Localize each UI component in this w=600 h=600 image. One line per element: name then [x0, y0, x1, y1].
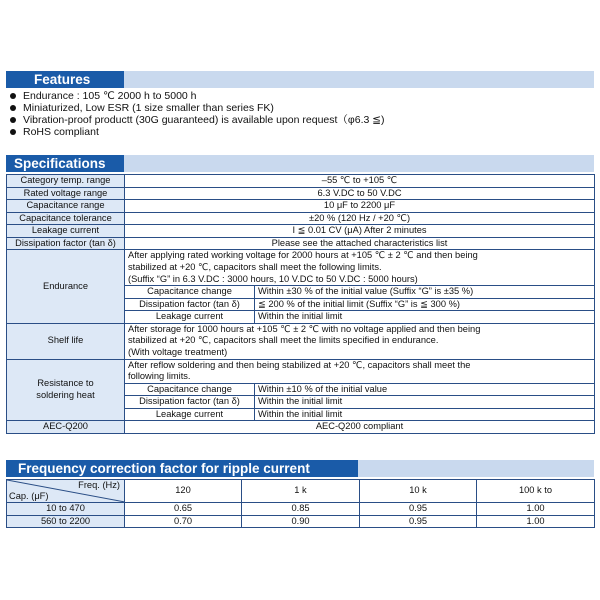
feature-item: Endurance : 105 ℃ 2000 h to 5000 h [8, 90, 385, 102]
table-row [7, 250, 595, 262]
table-row [7, 212, 595, 225]
factor-cell: 0.70 [125, 515, 242, 528]
factor-cell: 0.95 [360, 503, 477, 516]
corner-header-cell [7, 480, 125, 503]
shelf-life-text: (With voltage treatment) [125, 347, 595, 359]
table-row [7, 187, 595, 200]
sub-value: Within the initial limit [255, 396, 595, 409]
features-header [6, 71, 594, 88]
table-row [7, 503, 595, 516]
row-label: Category temp. range [7, 175, 125, 188]
cap-range: 560 to 2200 [7, 515, 125, 528]
table-header-row [7, 480, 595, 503]
row-value: 10 μF to 2200 μF [125, 200, 595, 213]
specifications-heading: Specifications [6, 155, 124, 172]
soldering-text: following limits. [125, 371, 595, 383]
row-value: 6.3 V.DC to 50 V.DC [125, 187, 595, 200]
sub-value: Within ±10 % of the initial value [255, 383, 595, 396]
sub-label: Capacitance change [125, 286, 255, 299]
soldering-label [7, 359, 125, 421]
cap-range: 10 to 470 [7, 503, 125, 516]
table-row [7, 421, 595, 434]
sub-label: Dissipation factor (tan δ) [125, 396, 255, 409]
frequency-table [6, 479, 595, 528]
factor-cell: 0.95 [360, 515, 477, 528]
table-row [7, 359, 595, 371]
shelf-life-text: stabilized at +20 ℃, capacitors shall meet the limits specified in endurance. [125, 335, 595, 347]
specifications-header [6, 155, 594, 172]
column-header: 100 k to [477, 480, 595, 503]
sub-label: Leakage current [125, 408, 255, 421]
endurance-text: stabilized at +20 ℃, capacitors shall meet the following limits. [125, 262, 595, 274]
table-row [7, 200, 595, 213]
row-label: Dissipation factor (tan δ) [7, 237, 125, 250]
column-header: 1 k [242, 480, 360, 503]
sub-value: Within the initial limit [255, 311, 595, 324]
column-header: 120 [125, 480, 242, 503]
factor-cell: 1.00 [477, 515, 595, 528]
endurance-text: After applying rated working voltage for 2000 hours at +105 ℃ ± 2 ℃ and then being [125, 250, 595, 262]
table-row [7, 237, 595, 250]
shelf-life-text: After storage for 1000 hours at +105 ℃ ± 2 ℃ with no voltage applied and then being [125, 323, 595, 335]
column-header: 10 k [360, 480, 477, 503]
soldering-label-line: soldering heat [36, 389, 95, 400]
factor-cell: 0.90 [242, 515, 360, 528]
endurance-label: Endurance [7, 250, 125, 324]
cap-label: Cap. (μF) [9, 490, 49, 501]
soldering-label-line: Resistance to [37, 378, 94, 389]
sub-label: Leakage current [125, 311, 255, 324]
table-row [7, 515, 595, 528]
row-label: Capacitance tolerance [7, 212, 125, 225]
table-row [7, 175, 595, 188]
frequency-heading: Frequency correction factor for ripple current [6, 460, 358, 477]
sub-value: ≦ 200 % of the initial limit (Suffix “G” is ≦ 300 %) [255, 298, 595, 311]
shelf-life-label: Shelf life [7, 323, 125, 359]
table-row [7, 225, 595, 238]
endurance-text: (Suffix “G” in 6.3 V.DC : 3000 hours, 10 V.DC to 50 V.DC : 5000 hours) [125, 274, 595, 286]
feature-item: RoHS compliant [8, 126, 385, 138]
sub-value: Within ±30 % of the initial value (Suffix “G” is ±35 %) [255, 286, 595, 299]
row-value: I ≦ 0.01 CV (μA) After 2 minutes [125, 225, 595, 238]
frequency-header [6, 460, 594, 477]
row-label: Capacitance range [7, 200, 125, 213]
factor-cell: 0.65 [125, 503, 242, 516]
row-value: –55 ℃ to +105 ℃ [125, 175, 595, 188]
factor-cell: 0.85 [242, 503, 360, 516]
row-label: Rated voltage range [7, 187, 125, 200]
sub-label: Capacitance change [125, 383, 255, 396]
sub-label: Dissipation factor (tan δ) [125, 298, 255, 311]
row-value: ±20 % (120 Hz / +20 ℃) [125, 212, 595, 225]
soldering-text: After reflow soldering and then being stabilized at +20 ℃, capacitors shall meet the [125, 359, 595, 371]
feature-item: Vibration-proof productt (30G guaranteed) is available upon request（φ6.3 ≦) [8, 114, 385, 126]
table-row [7, 323, 595, 335]
row-label: Leakage current [7, 225, 125, 238]
feature-item: Miniaturized, Low ESR (1 size smaller than series FK) [8, 102, 385, 114]
sub-value: Within the initial limit [255, 408, 595, 421]
specifications-table [6, 174, 595, 434]
aec-value: AEC-Q200 compliant [125, 421, 595, 434]
features-list [8, 90, 385, 138]
aec-label: AEC-Q200 [7, 421, 125, 434]
row-value: Please see the attached characteristics list [125, 237, 595, 250]
features-heading: Features [6, 71, 124, 88]
factor-cell: 1.00 [477, 503, 595, 516]
freq-label: Freq. (Hz) [78, 480, 120, 490]
